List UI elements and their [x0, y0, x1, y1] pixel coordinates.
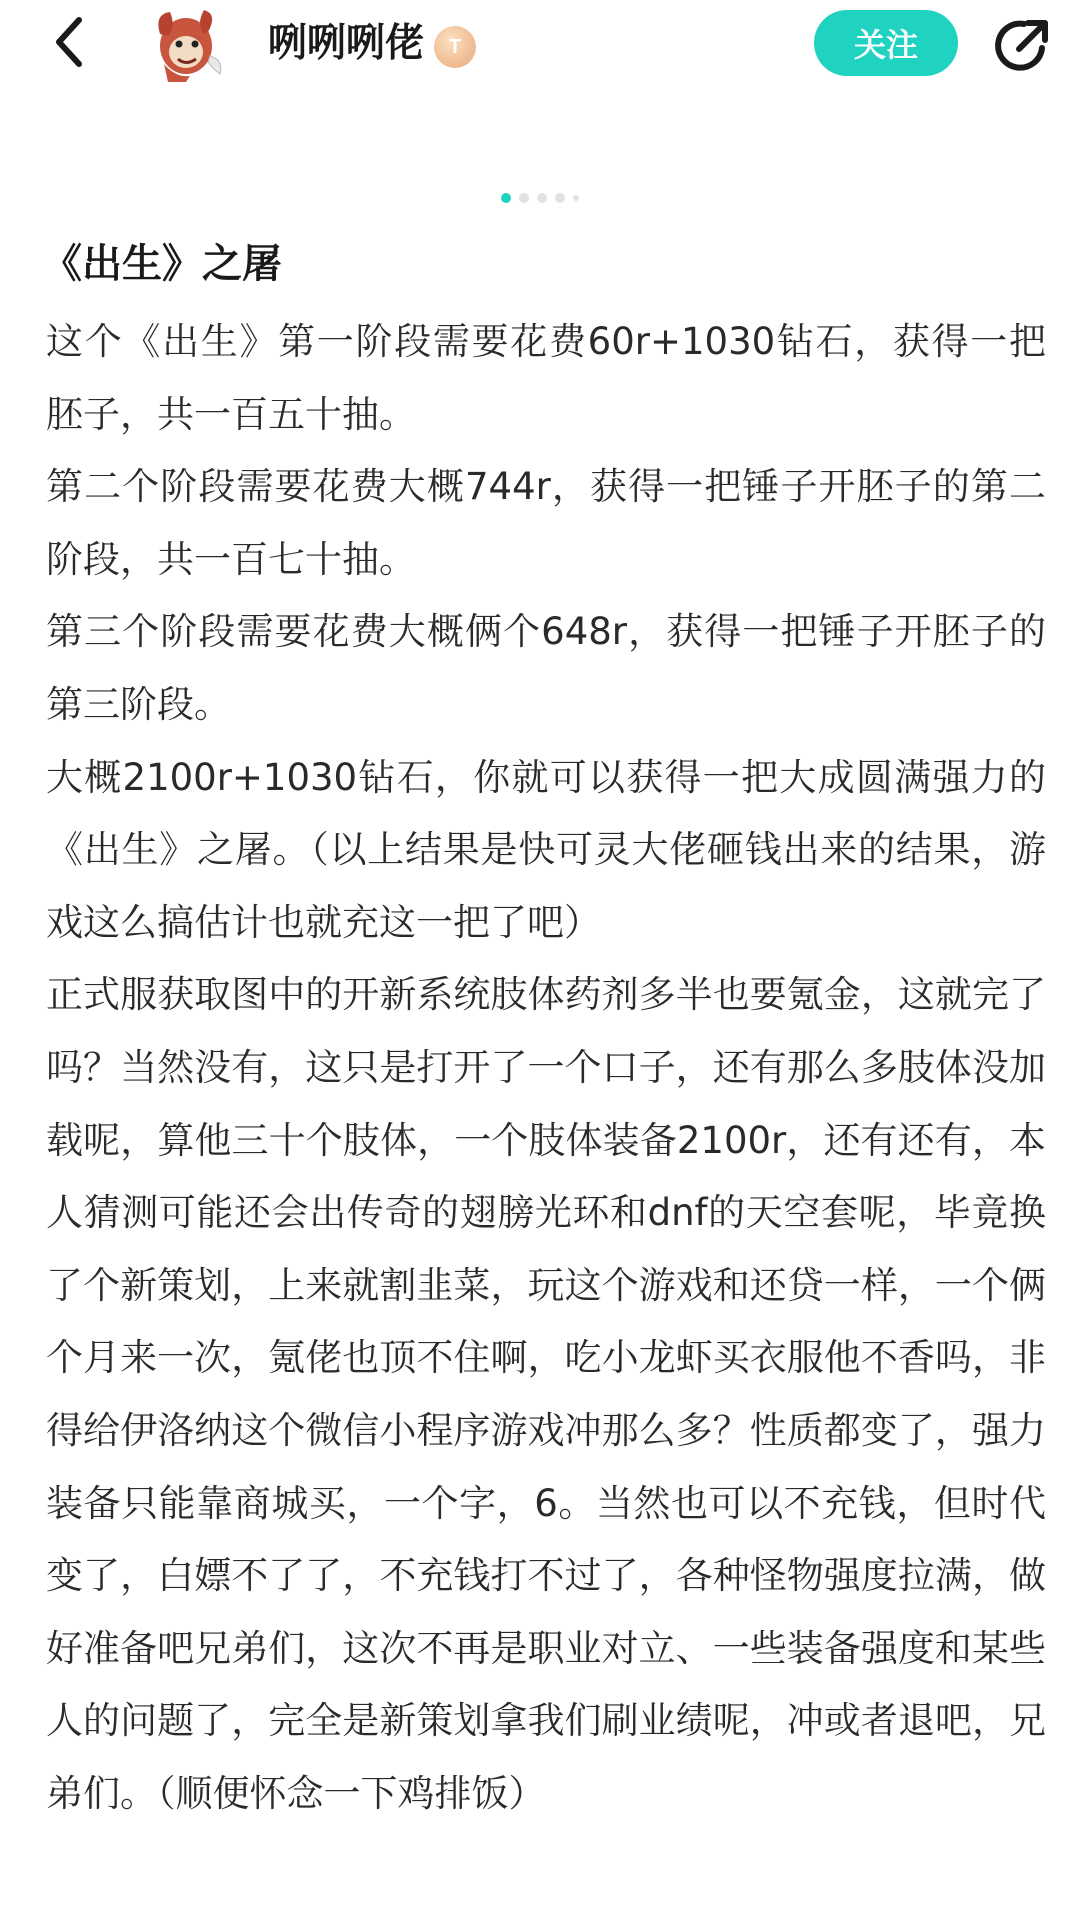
follow-button[interactable]: 关注	[814, 10, 958, 76]
post-paragraph: 第三个阶段需要花费大概俩个648r，获得一把锤子开胚子的第三阶段。	[46, 610, 1046, 726]
chevron-left-icon	[51, 14, 85, 70]
post-title: 《出生》之屠	[42, 241, 282, 287]
avatar[interactable]	[146, 4, 232, 82]
back-button[interactable]	[46, 12, 90, 72]
post-paragraph: 大概2100r+1030钻石，你就可以获得一把大成圆满强力的《出生》之屠。（以上结果是快可灵大佬砸钱出来的结果，游戏这么搞估计也就充这一把了吧）	[46, 755, 1046, 944]
post-paragraph: 这个《出生》第一阶段需要花费60r+1030钻石，获得一把胚子，共一百五十抽。	[46, 320, 1046, 436]
post-body	[46, 306, 1046, 1830]
carousel-dot[interactable]	[573, 195, 579, 201]
share-icon	[992, 16, 1052, 76]
username[interactable]: 咧咧咧佬	[268, 21, 425, 66]
level-badge: T	[434, 26, 476, 68]
carousel-dot[interactable]	[519, 193, 529, 203]
top-bar	[0, 0, 1080, 96]
post-paragraph: 第二个阶段需要花费大概744r，获得一把锤子开胚子的第二阶段，共一百七十抽。	[46, 465, 1046, 581]
carousel-dot[interactable]	[537, 193, 547, 203]
post-paragraph: 正式服获取图中的开新系统肢体药剂多半也要氪金，这就完了吗？当然没有，这只是打开了一个口子，还有那么多肢体没加载呢，算他三十个肢体，一个肢体装备2100r，还有还有，本人猜测可能还会出传奇的翅膀光环和dnf的天空套呢，毕竟换了个新策划，上来就割韭菜，玩这个游戏和还贷一样，一个俩个月来一次，氪佬也顶不住啊，吃小龙虾买衣服他不香吗，非得给伊洛纳这个微信小程序游戏冲那么多？性质都变了，强力装备只能靠商城买，一个字，6。当然也可以不充钱，但时代变了，白嫖不了了，不充钱打不过了，各种怪物强度拉满，做好准备吧兄弟们，这次不再是职业对立、一些装备强度和某些人的问题了，完全是新策划拿我们刷业绩呢，冲或者退吧，兄弟们。（顺便怀念一下鸡排饭）	[46, 973, 1046, 1815]
carousel-dot[interactable]	[555, 193, 565, 203]
share-button[interactable]	[990, 14, 1054, 78]
avatar-image	[146, 4, 232, 82]
carousel-dot[interactable]	[501, 193, 511, 203]
carousel-indicator	[0, 190, 1080, 206]
